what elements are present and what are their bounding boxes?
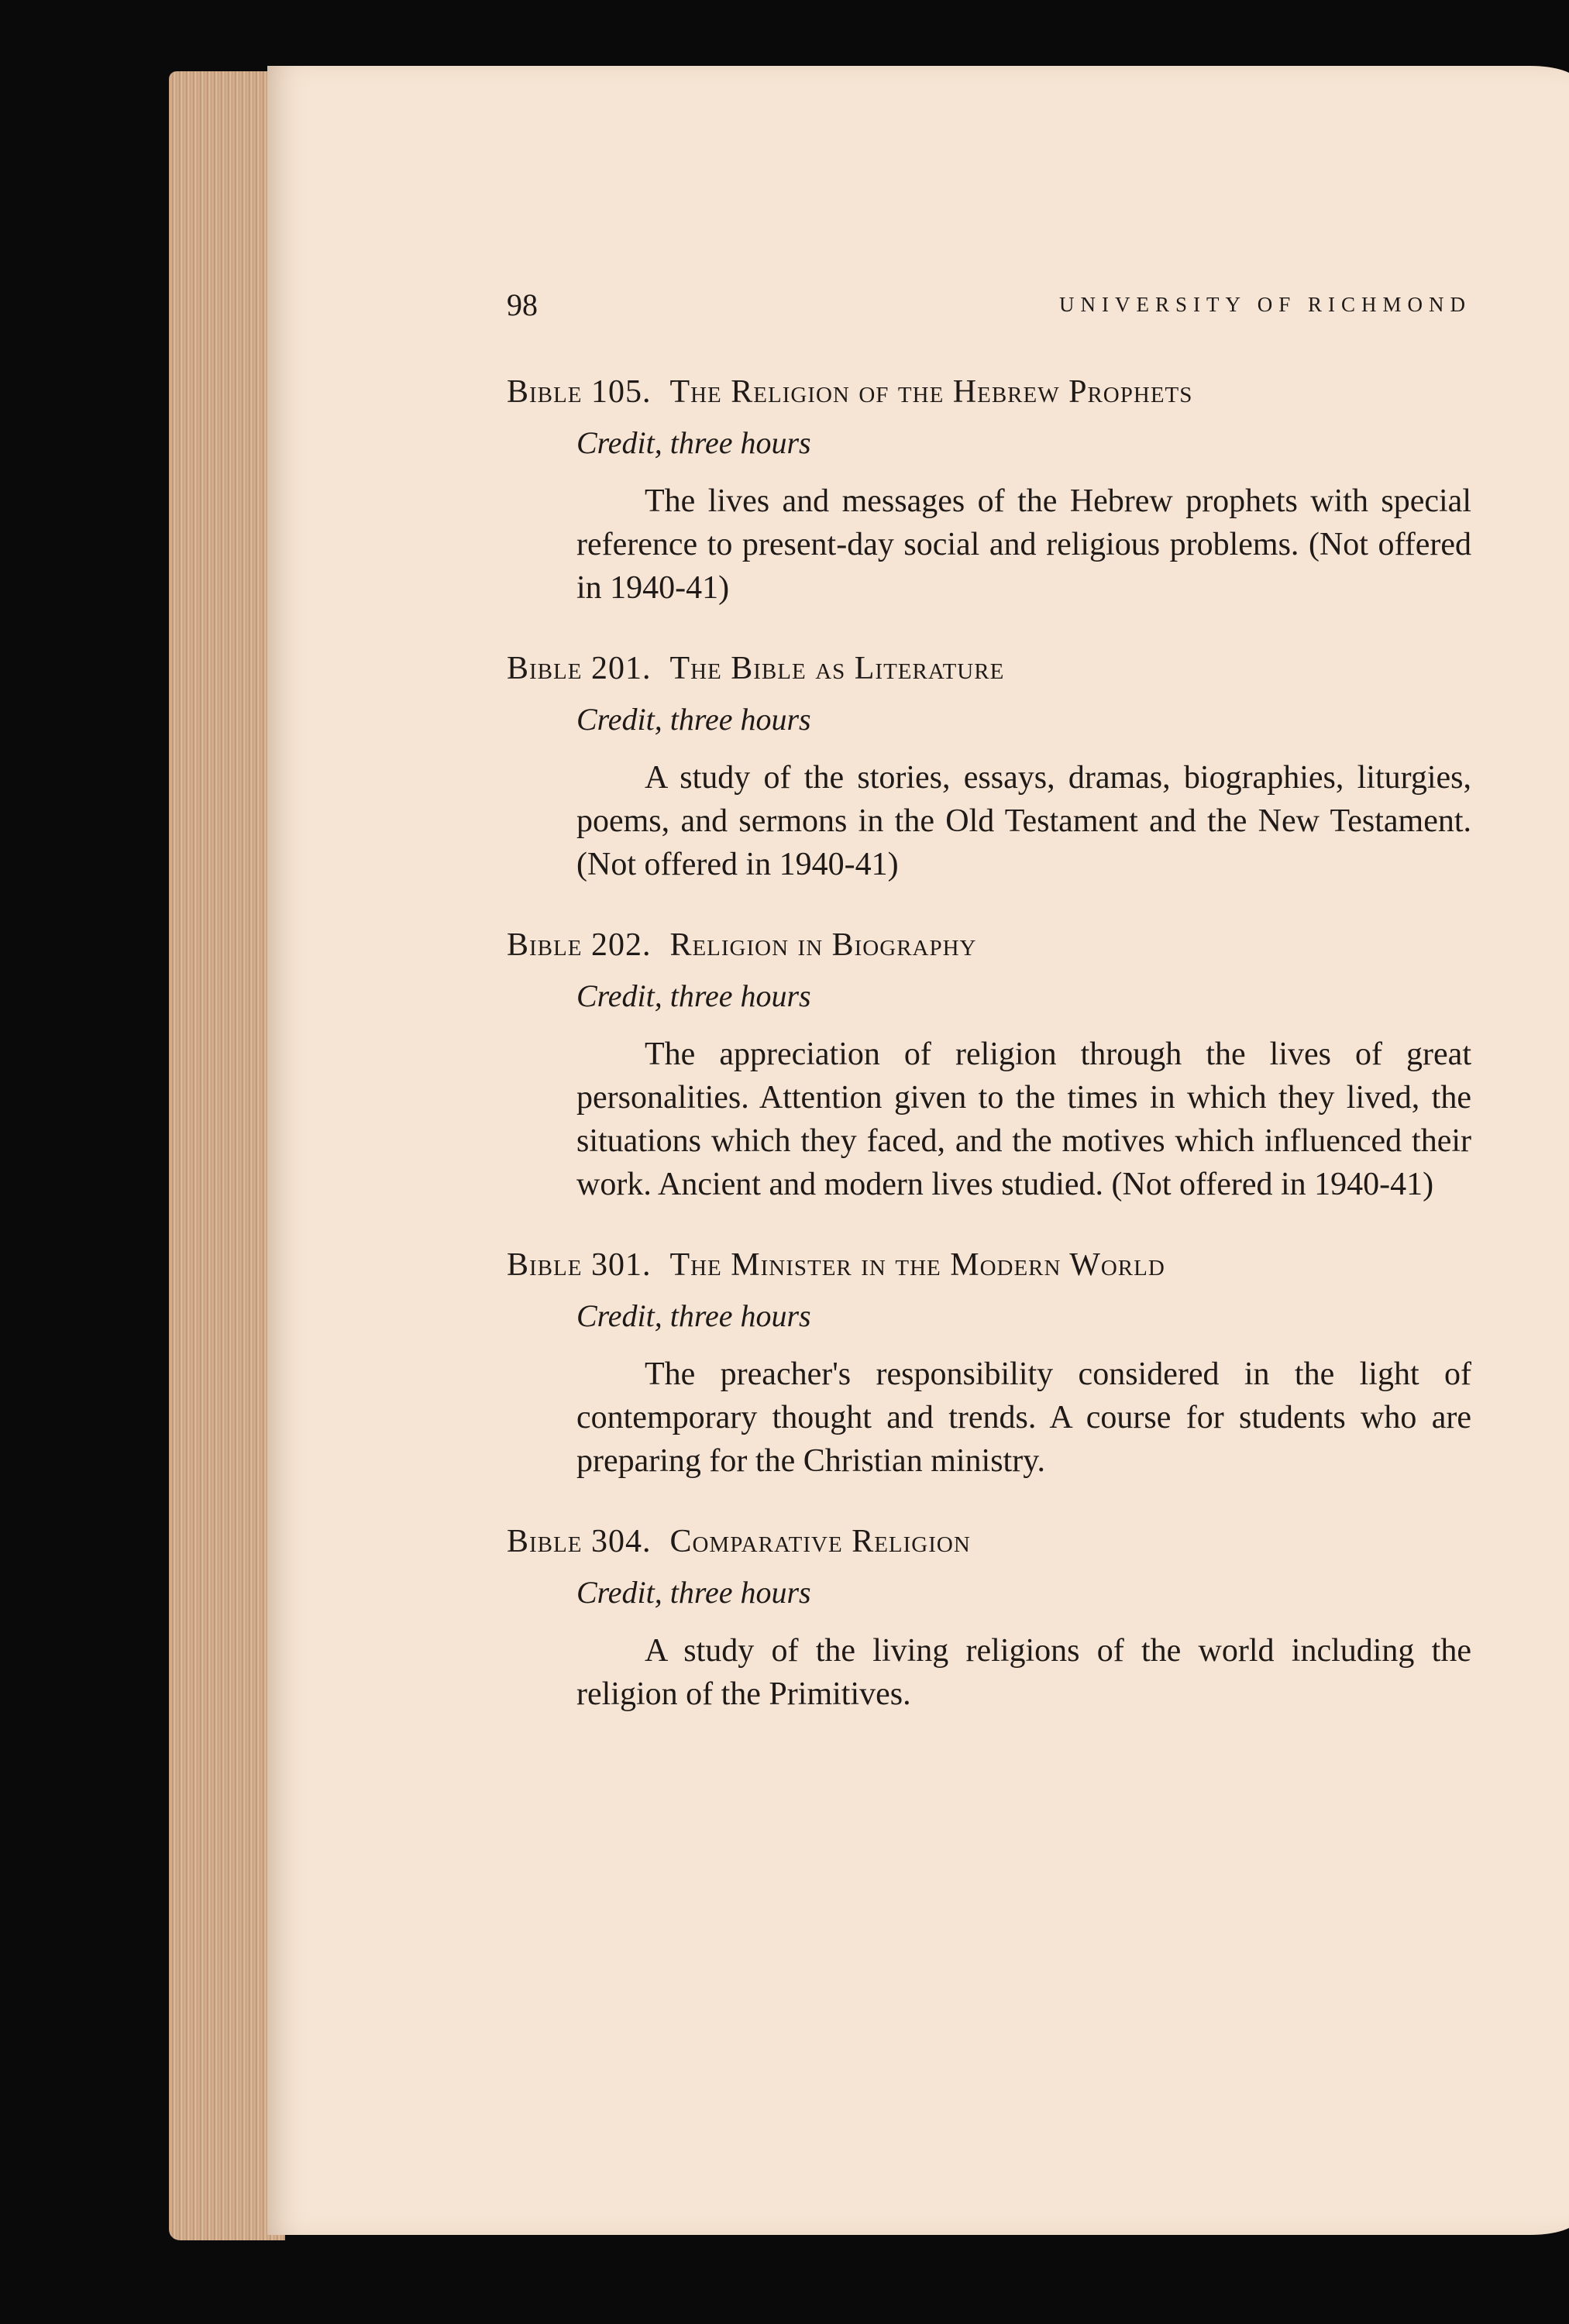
course-entry: [507, 650, 1471, 886]
course-entry: [507, 1523, 1471, 1716]
running-title: UNIVERSITY OF RICHMOND: [1058, 293, 1471, 316]
course-code: Bible 304.: [507, 1524, 652, 1559]
course-code: Bible 202.: [507, 927, 652, 963]
course-description: The preacher's responsibility considered in the light of contemporary thought and trends. A course for students who are preparing for the Christian ministry.: [576, 1356, 1471, 1479]
course-description: A study of the living religions of the world including the religion of the Primitives.: [576, 1633, 1471, 1712]
course-heading: [507, 373, 1471, 411]
course-credit: Credit, three hours: [576, 1298, 811, 1333]
course-credit: Credit, three hours: [576, 1575, 811, 1610]
course-description: A study of the stories, essays, dramas, biographies, liturgies, poems, and sermons in the Old Testament and the New Testament. (Not offered in 1940-41): [576, 760, 1471, 882]
page-content: [507, 287, 1471, 1716]
course-title: The Bible as Literature: [669, 651, 1005, 686]
course-entry: [507, 927, 1471, 1206]
course-heading: [507, 650, 1471, 687]
course-credit: Credit, three hours: [576, 978, 811, 1013]
course-entry: [507, 1246, 1471, 1483]
course-title: The Religion of the Hebrew Prophets: [669, 374, 1193, 410]
course-title: The Minister in the Modern World: [669, 1247, 1165, 1283]
course-code: Bible 105.: [507, 374, 652, 410]
course-heading: [507, 1523, 1471, 1560]
running-head: [507, 287, 1471, 333]
page-number: 98: [507, 287, 538, 322]
course-credit: Credit, three hours: [576, 425, 811, 460]
course-code: Bible 301.: [507, 1247, 652, 1283]
course-heading: [507, 1246, 1471, 1284]
course-description: The appreciation of religion through the lives of great personalities. Attention given to the times in which they lived, the situations which they faced, and the motives which influenced their work. Ancient and modern lives studied. (Not offered in 1940-41): [576, 1037, 1471, 1202]
course-title: Comparative Religion: [669, 1524, 971, 1559]
course-code: Bible 201.: [507, 651, 652, 686]
course-heading: [507, 927, 1471, 964]
course-title: Religion in Biography: [669, 927, 977, 963]
course-description: The lives and messages of the Hebrew prophets with special reference to present-day social and religious problems. (Not offered in 1940-41): [576, 483, 1471, 606]
course-credit: Credit, three hours: [576, 702, 811, 737]
course-entry: [507, 373, 1471, 610]
